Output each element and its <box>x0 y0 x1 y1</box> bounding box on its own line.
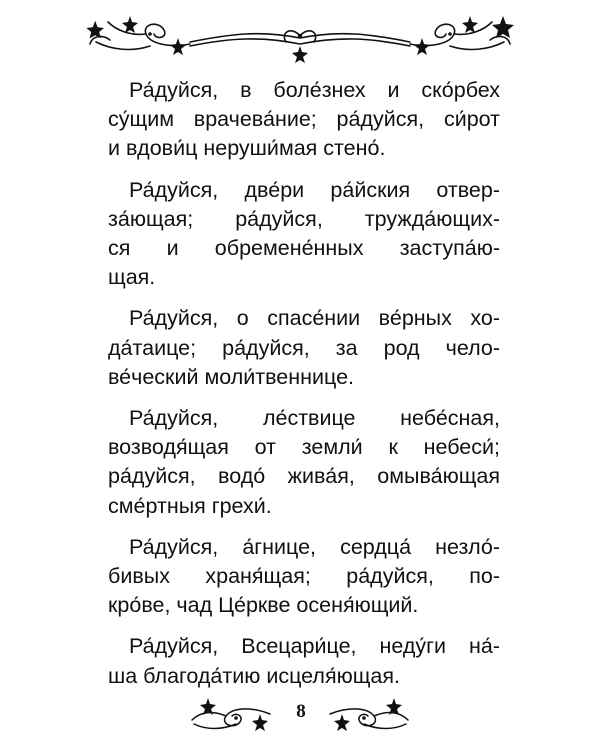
text-line: су́щим врачева́ние; ра́дуйся, си́рот <box>108 107 500 132</box>
text-line: Ра́дуйся, о спасе́нии ве́рных хо- <box>129 306 500 331</box>
prayer-text <box>108 76 500 703</box>
page-number: 8 <box>296 701 306 722</box>
text-line: и вдови́ц неруши́мая стено́. <box>108 136 386 161</box>
text-line: Ра́дуйся, Всецари́це, неду́ги на́- <box>129 634 500 659</box>
paragraph <box>108 304 500 392</box>
floral-scroll-border-icon <box>0 8 600 66</box>
text-line: Ра́дуйся, в боле́знех и ско́рбех <box>129 78 500 102</box>
paragraph <box>108 404 500 521</box>
paragraph <box>108 76 500 164</box>
text-line: да́таице; ра́дуйся, за род чело- <box>108 335 500 360</box>
paragraph <box>108 533 500 621</box>
text-line: возводя́щая от земли́ к небеси́; <box>108 435 500 460</box>
text-line: ра́дуйся, водо́ жива́я, омыва́ющая <box>108 464 500 489</box>
top-ornament <box>0 8 600 66</box>
text-line: ша благода́тию исцеля́ющая. <box>108 663 400 688</box>
text-line: щая. <box>108 265 156 290</box>
paragraph <box>108 632 500 690</box>
text-line: сме́ртныя грехи́. <box>108 493 272 518</box>
text-line: Ра́дуйся, а́гнице, сердца́ незло́- <box>129 534 500 559</box>
text-line: за́ющая; ра́дуйся, тружда́ющих- <box>108 206 500 231</box>
text-line: ся и обремене́нных заступа́ю- <box>108 236 500 261</box>
text-line: Ра́дуйся, две́ри ра́йския отвер- <box>129 177 500 202</box>
paragraph <box>108 176 500 293</box>
text-line: кро́ве, чад Це́ркве осеня́ющий. <box>108 593 419 618</box>
text-line: ве́ческий моли́твеннице. <box>108 364 355 389</box>
text-line: Ра́дуйся, ле́ствице небе́сная, <box>129 406 500 431</box>
text-line: бивых храня́щая; ра́дуйся, по- <box>108 564 500 589</box>
